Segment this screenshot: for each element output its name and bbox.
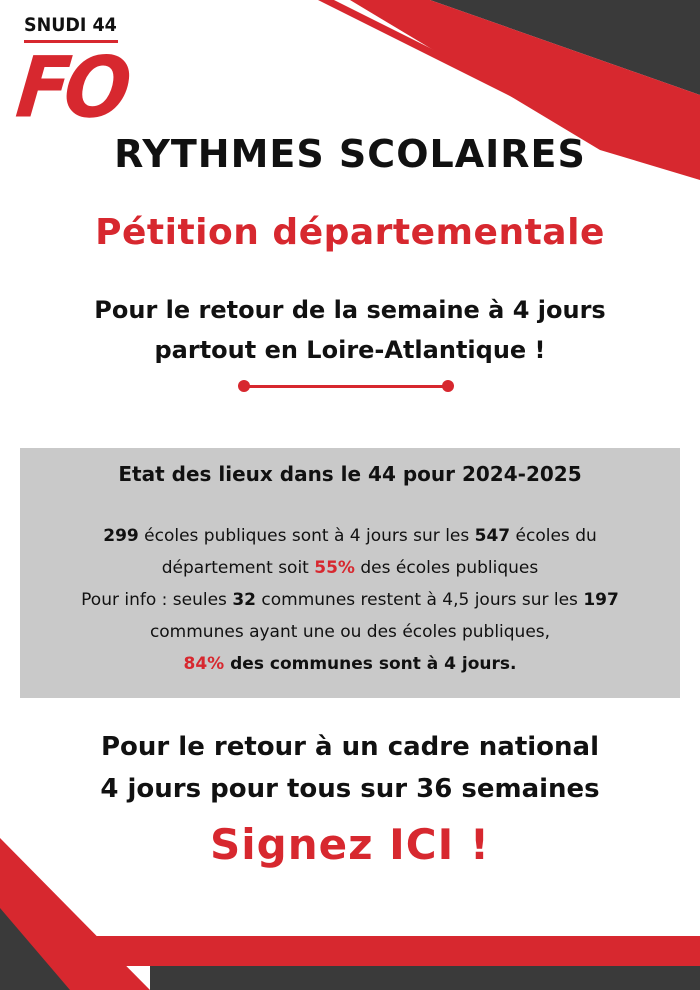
stat-schools-total: 547 (474, 526, 511, 546)
stat-schools-4-days: 299 (103, 526, 139, 546)
stats-line-2 (20, 552, 680, 584)
stats-panel (20, 448, 680, 698)
stat-schools-percent: 55% (314, 558, 355, 578)
stats-text: département soit (161, 558, 315, 578)
divider-dot-right (442, 380, 454, 392)
stats-panel-body (20, 520, 680, 680)
divider-bar (244, 385, 448, 388)
fo-logo (12, 14, 132, 138)
outro-line-2: 4 jours pour tous sur 36 semaines (100, 774, 600, 804)
stats-text: des écoles publiques (354, 558, 539, 578)
intro-line-1: Pour le retour de la semaine à 4 jours (94, 296, 606, 324)
stat-communes-percent: 84% (183, 654, 225, 674)
bottom-red-bar (80, 936, 700, 966)
stat-communes-4-5-days: 32 (232, 590, 256, 610)
stats-text: des communes sont à 4 jours. (224, 654, 517, 674)
intro-line-2: partout en Loire-Atlantique ! (154, 336, 546, 364)
sign-here-link[interactable]: Signez ICI ! (209, 820, 491, 869)
stats-text: écoles publiques sont à 4 jours sur les (138, 526, 475, 546)
stats-text: communes restent à 4,5 jours sur les (256, 590, 584, 610)
stats-panel-title: Etat des lieux dans le 44 pour 2024-2025 (118, 462, 582, 486)
page-subtitle: Pétition départementale (95, 212, 605, 253)
logo-fo-letters: FO (12, 39, 130, 138)
divider (238, 379, 454, 393)
divider-dot-left (238, 380, 250, 392)
bottom-dark-bar (150, 966, 700, 990)
outro-text (0, 726, 700, 810)
stats-line-1 (20, 520, 680, 552)
stats-line-3 (20, 584, 680, 616)
stats-text: écoles du (510, 526, 597, 546)
stats-line-5 (20, 648, 680, 680)
stats-text: Pour info : seules (81, 590, 233, 610)
stats-line-4 (20, 616, 680, 648)
page-title: RYTHMES SCOLAIRES (114, 132, 586, 176)
outro-line-1: Pour le retour à un cadre national (101, 732, 599, 762)
stat-communes-total: 197 (583, 590, 619, 610)
logo-union-name: SNUDI 44 (24, 14, 117, 36)
intro-text (0, 290, 700, 370)
stats-text: communes ayant une ou des écoles publiques, (149, 622, 551, 642)
